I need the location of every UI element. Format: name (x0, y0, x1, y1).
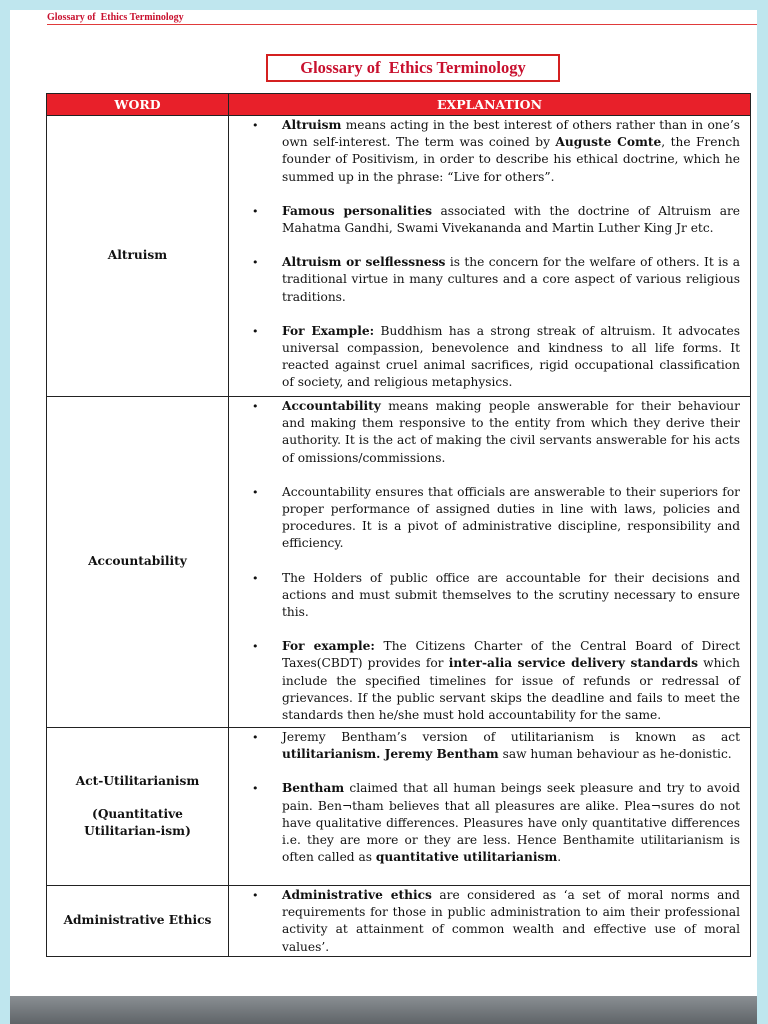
text: , the French founder of Positivism, in order to describe his ethical doctrine, which he summed up in the phrase: “Live for others”. (282, 135, 740, 184)
bullet-icon: • (252, 119, 259, 132)
bullet-list (229, 116, 750, 392)
explanation-cell (229, 728, 751, 886)
running-header: Glossary of Ethics Terminology (47, 12, 184, 23)
text: claimed that all human beings seek pleasure and try to avoid pain. Ben¬tham believes that all pleasures are alike. Plea¬sures do not have qualitative differences. Pleasures have only quantitative differences i.e. they are more or they are less. Hence Benthamite utilitarianism is often called as (282, 781, 740, 865)
text: The Citizens Charter of the Central Board of Direct Taxes(CBDT) provides for (282, 639, 740, 671)
bold-text: Bentham (282, 781, 345, 796)
column-header-explanation: EXPLANATION (229, 94, 751, 116)
term-cell (47, 116, 229, 397)
bold-text: utilitarianism. Jeremy Bentham (282, 747, 499, 762)
glossary-table (46, 93, 751, 957)
bullet-icon: • (252, 640, 259, 654)
bullet-item (229, 570, 740, 622)
table-row (47, 728, 751, 886)
header-rule (47, 24, 757, 25)
bold-text: Accountability (282, 399, 381, 413)
bold-text: For Example: (282, 323, 375, 338)
bullet-item (229, 398, 740, 467)
bullet-list (229, 397, 750, 724)
bullet-icon: • (252, 731, 259, 744)
text: means making people answerable for their behaviour and making them responsive to the entity from which they derive their authority. It is the act of making the civil servants answerable for his acts of omissions/commissions. (282, 399, 740, 465)
bullet-icon: • (252, 204, 259, 218)
text: which include the specified timelines for issue of refunds or redressal of grievances. If the public servant skips the deadline and fails to meet the standards then he/she must hold accountability for the same. (282, 656, 741, 723)
bold-text: Famous personalities (282, 203, 433, 218)
bullet-list (229, 886, 750, 956)
document-page (10, 10, 757, 996)
text: Buddhism has a strong streak of altruism. It advocates universal compassion, benevolence and kindness to all life forms. It reacted against cruel animal sacrifices, rigid occupational classification of society, and religious metaphysics. (282, 323, 741, 390)
text: means acting in the best interest of others rather than in one’s own self-interest. The term was coined by (282, 118, 740, 150)
bullet-item (229, 323, 740, 392)
text: are considered as ‘a set of moral norms and requirements for those in public administration to aim their professional activity at attainment of common wealth and effective use of moral values’. (282, 888, 740, 954)
term-label: Administrative Ethics (63, 913, 212, 928)
text: associated with the doctrine of Altruism are Mahatma Gandhi, Swami Vivekananda and Martin Luther King Jr etc. (282, 203, 741, 236)
bullet-item (229, 254, 740, 306)
explanation-cell (229, 116, 751, 397)
bullet-item (229, 780, 740, 866)
bold-text: Altruism (282, 118, 342, 132)
bullet-item (229, 887, 740, 956)
bullet-item (229, 729, 740, 763)
table-header-row (47, 94, 751, 116)
bullet-item (229, 638, 740, 724)
bold-text: Altruism or selflessness (282, 255, 446, 270)
explanation-cell (229, 886, 751, 957)
term-cell (47, 886, 229, 957)
term-label: Act-Utilitarianism (75, 773, 200, 788)
term-label: Accountability (88, 554, 187, 569)
term-sublabel: (Quantitative Utilitarian-ism) (84, 806, 191, 839)
bullet-list (229, 728, 750, 866)
page-title: Glossary of Ethics Terminology (266, 54, 560, 82)
bullet-icon: • (252, 782, 259, 796)
text: is the concern for the welfare of others. It is a traditional virtue in many cultures and a core aspect of various religious traditions. (282, 255, 740, 304)
bold-text: Administrative ethics (282, 888, 432, 902)
term-label: Altruism (107, 248, 168, 263)
bold-text: Auguste Comte (555, 135, 662, 150)
footer-bar (10, 996, 757, 1024)
table-row (47, 116, 751, 397)
bullet-icon: • (252, 324, 259, 338)
table-row (47, 397, 751, 728)
bold-text: inter-alia service delivery standards (448, 656, 698, 671)
table-row (47, 886, 751, 957)
bullet-item (229, 203, 740, 237)
bullet-icon: • (252, 571, 259, 585)
bullet-icon: • (252, 256, 259, 270)
text: . (557, 850, 562, 865)
bullet-icon: • (252, 485, 259, 499)
bullet-item (229, 117, 740, 186)
term-cell (47, 728, 229, 886)
bullet-icon: • (252, 400, 259, 413)
bullet-item (229, 484, 740, 553)
column-header-word: WORD (47, 94, 229, 116)
text: The Holders of public office are accountable for their decisions and actions and must submit themselves to the scrutiny necessary to ensure this. (282, 570, 740, 620)
bullet-icon: • (252, 889, 259, 902)
text: saw human behaviour as he-donistic. (498, 747, 732, 762)
text: Accountability ensures that officials are answerable to their superiors for proper performance of assigned duties in line with laws, policies and procedures. It is a pivot of administrative discipline, responsibility and efficiency. (282, 484, 740, 551)
explanation-cell (229, 397, 751, 728)
term-cell (47, 397, 229, 728)
text: Jeremy Bentham’s version of utilitarianism is known as act (282, 730, 740, 744)
bold-text: quantitative utilitarianism (375, 850, 558, 865)
bold-text: For example: (282, 639, 375, 654)
